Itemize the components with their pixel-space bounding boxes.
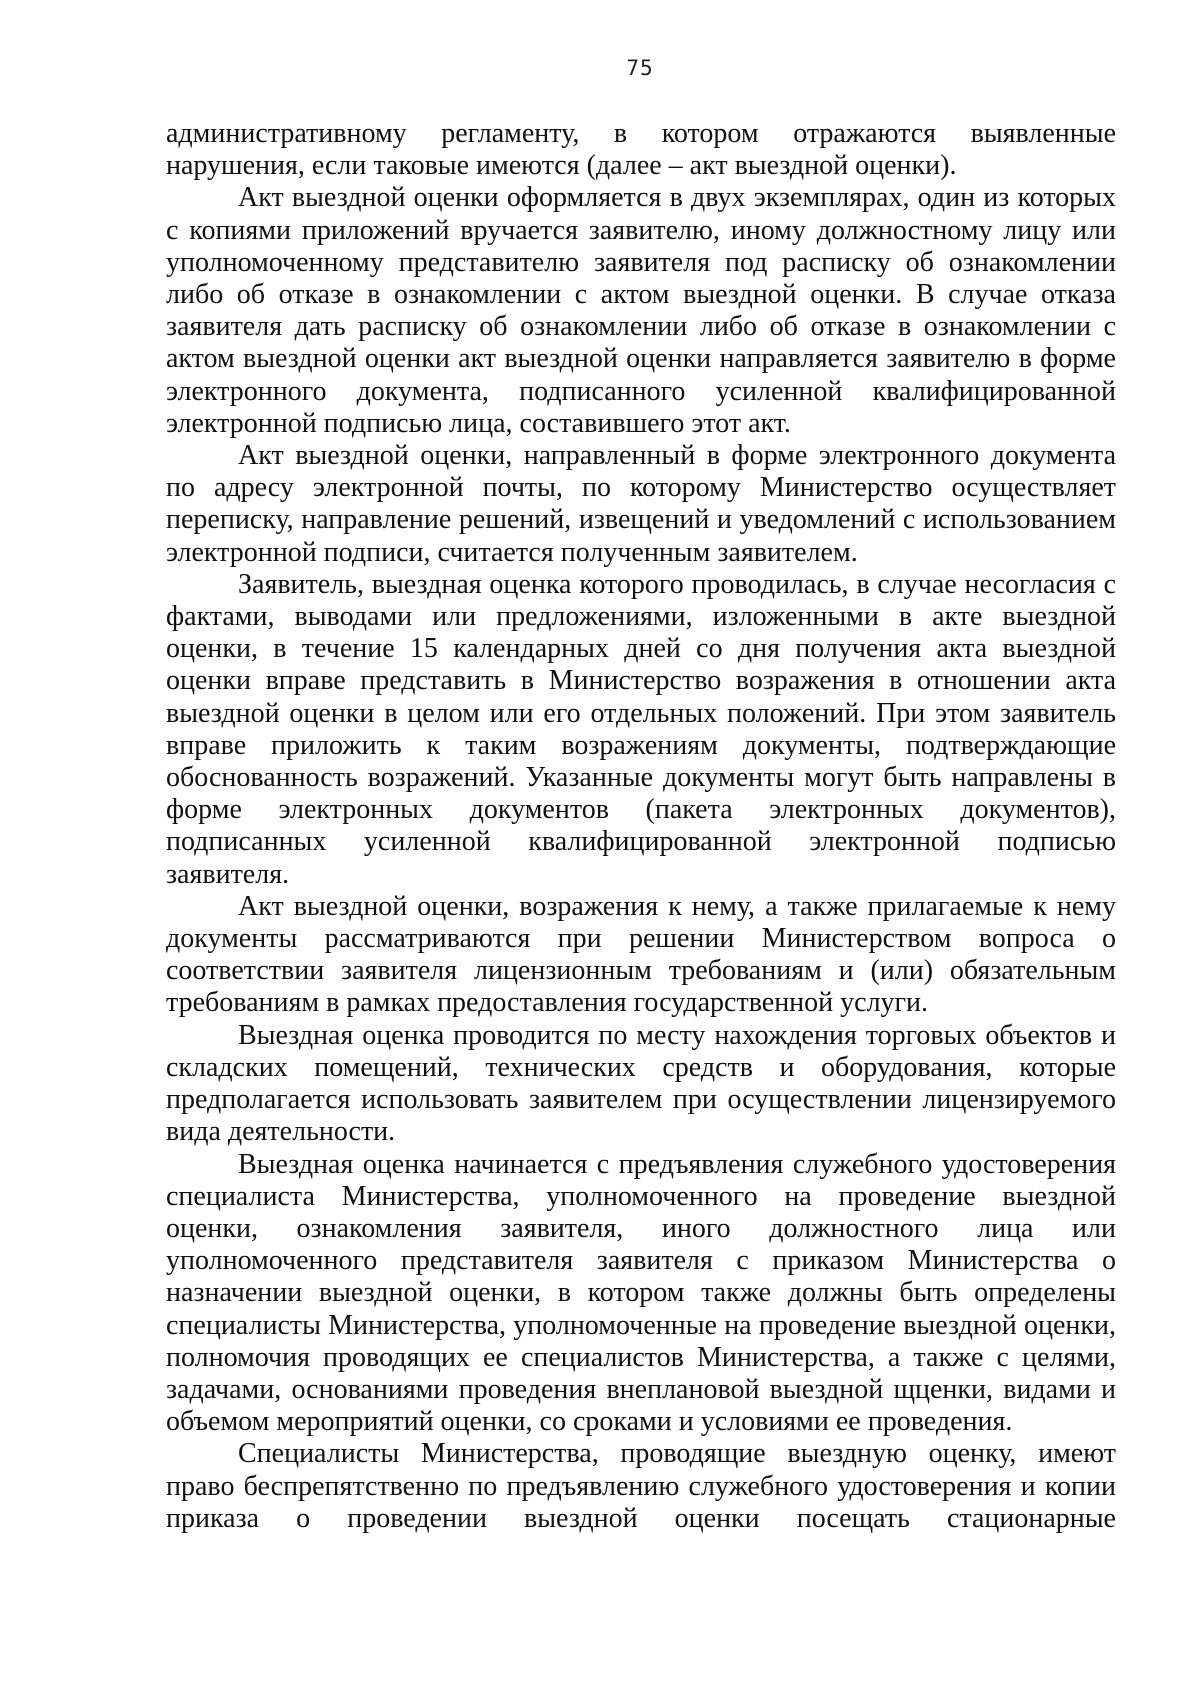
paragraph-act-copies: Акт выездной оценки оформляется в двух экземплярах, один из которых с копиями приложений вручается заявителю, иному должностному лицу или уполномоченному представителю заявителя под расписку об ознакомлении либо об отказе в ознакомлении с актом выездной оценки. В случае отказа заявителя дать расписку об ознакомлении либо об отказе в ознакомлении с актом выездной оценки акт выездной оценки направляется заявителю в форме электронного документа, подписанного усиленной квалифицированной электронной подписью лица, составившего этот акт. bbox=[166, 182, 1116, 439]
document-body bbox=[166, 118, 1116, 1535]
paragraph-act-review: Акт выездной оценки, возражения к нему, а также прилагаемые к нему документы рассматриваются при решении Министерством вопроса о соответствии заявителя лицензионным требованиям и (или) обязательным требованиям в рамках предоставления государственной услуги. bbox=[166, 890, 1116, 1019]
paragraph-assessment-location: Выездная оценка проводится по месту нахождения торговых объектов и складских помещений, технических средств и оборудования, которые предполагается использовать заявителем при осуществлении лицензируемого вида деятельности. bbox=[166, 1019, 1116, 1148]
paragraph-continuation: административному регламенту, в котором отражаются выявленные нарушения, если таковые имеются (далее – акт выездной оценки). bbox=[166, 118, 1116, 182]
paragraph-specialists-rights: Специалисты Министерства, проводящие выездную оценку, имеют право беспрепятственно по предъявлению служебного удостоверения и копии приказа о проведении выездной оценки посещать стационарные bbox=[166, 1438, 1116, 1534]
paragraph-act-email: Акт выездной оценки, направленный в форме электронного документа по адресу электронной почты, по которому Министерство осуществляет переписку, направление решений, извещений и уведомлений с использованием электронной подписи, считается полученным заявителем. bbox=[166, 440, 1116, 568]
page-number: 75 bbox=[626, 56, 654, 80]
paragraph-objections: Заявитель, выездная оценка которого проводилась, в случае несогласия с фактами, выводами или предложениями, изложенными в акте выездной оценки, в течение 15 календарных дней со дня получения акта выездной оценки вправе представить в Министерство возражения в отношении акта выездной оценки в целом или его отдельных положений. При этом заявитель вправе приложить к таким возражениям документы, подтверждающие обоснованность возражений. Указанные документы могут быть направлены в форме электронных документов (пакета электронных документов), подписанных усиленной квалифицированной электронной подписью заявителя. bbox=[166, 568, 1116, 890]
paragraph-assessment-start: Выездная оценка начинается с предъявления служебного удостоверения специалиста Министерства, уполномоченного на проведение выездной оценки, ознакомления заявителя, иного должностного лица или уполномоченного представителя заявителя с приказом Министерства о назначении выездной оценки, в котором также должны быть определены специалисты Министерства, уполномоченные на проведение выездной оценки, полномочия проводящих ее специалистов Министерства, а также с целями, задачами, основаниями проведения внеплановой выездной щценки, видами и объемом мероприятий оценки, со сроками и условиями ее проведения. bbox=[166, 1148, 1116, 1438]
